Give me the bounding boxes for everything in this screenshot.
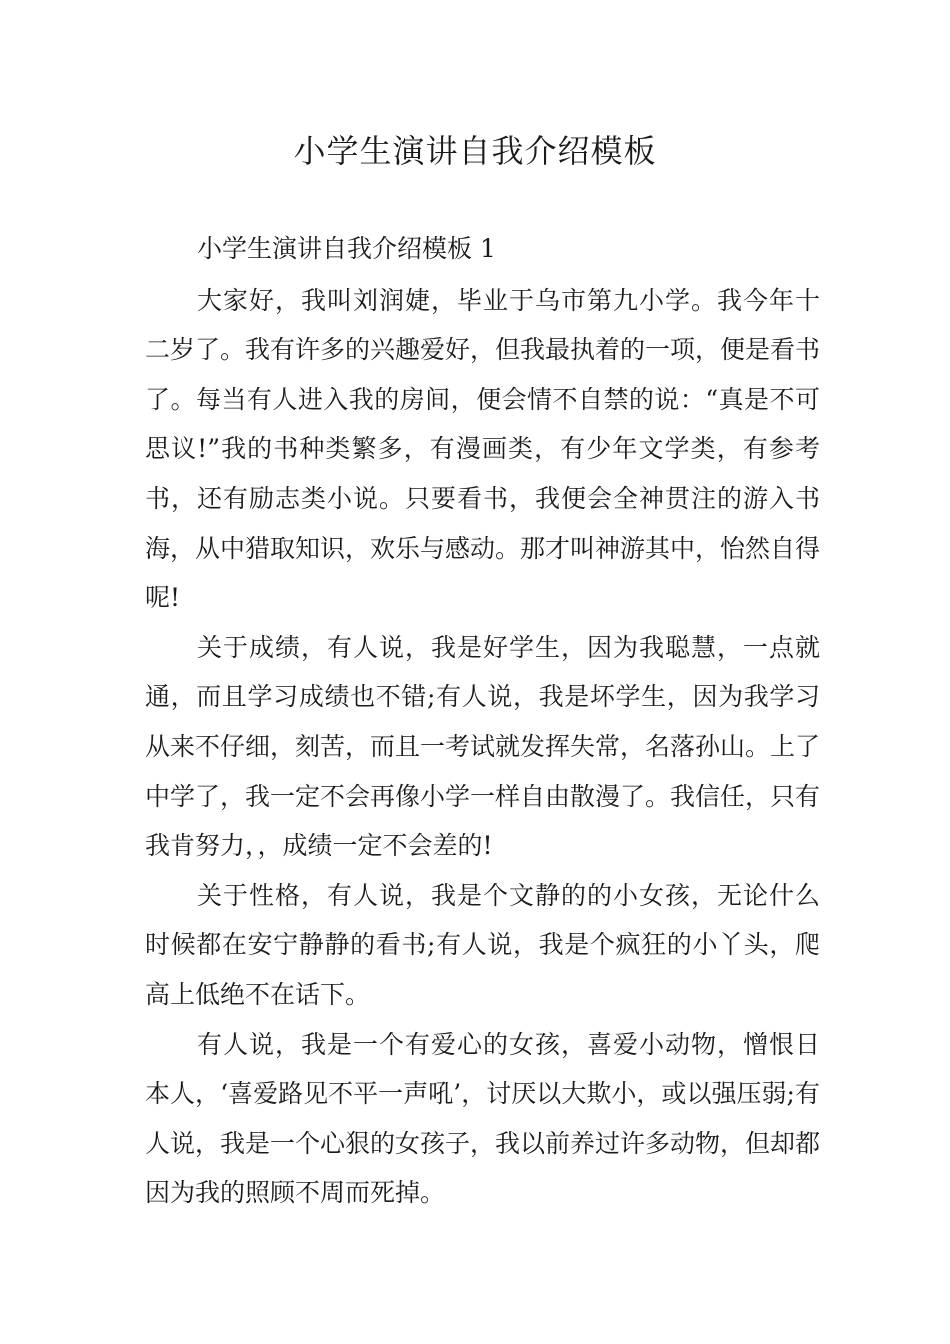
paragraph-kindness: 有人说，我是一个有爱心的女孩，喜爱小动物，憎恨日本人，‘喜爱路见不平一声吼’，讨厌以大欺小，或以强压弱;有人说，我是一个心狠的女孩子，我以前养过许多动物，但却都因为我的照顾不周而死掉。 <box>145 1029 821 1208</box>
paragraph-intro: 大家好，我叫刘润婕，毕业于乌市第九小学。我今年十二岁了。我有许多的兴趣爱好，但我最执着的一项，便是看书了。每当有人进入我的房间，便会情不自禁的说：“真是不可思议!”我的书种类繁多，有漫画类，有少年文学类，有参考书，还有励志类小说。只要看书，我便会全神贯注的游入书海，从中猎取知识，欢乐与感动。那才叫神游其中，怡然自得呢! <box>145 285 821 613</box>
document-title: 小学生演讲自我介绍模板 <box>293 132 657 170</box>
paragraph-personality: 关于性格，有人说，我是个文静的的小女孩，无论什么时候都在安宁静静的看书;有人说，我是个疯狂的小丫头，爬高上低绝不在话下。 <box>145 880 820 1009</box>
section-heading: 小学生演讲自我介绍模板 1 <box>197 234 496 263</box>
document-body <box>145 224 820 1218</box>
paragraph-grades: 关于成绩，有人说，我是好学生，因为我聪慧，一点就通，而且学习成绩也不错;有人说，我是坏学生，因为我学习从来不仔细，刻苦，而且一考试就发挥失常，名落孙山。上了中学了，我一定不会再像小学一样自由散漫了。我信任，只有我肯努力，，成绩一定不会差的! <box>145 632 821 861</box>
